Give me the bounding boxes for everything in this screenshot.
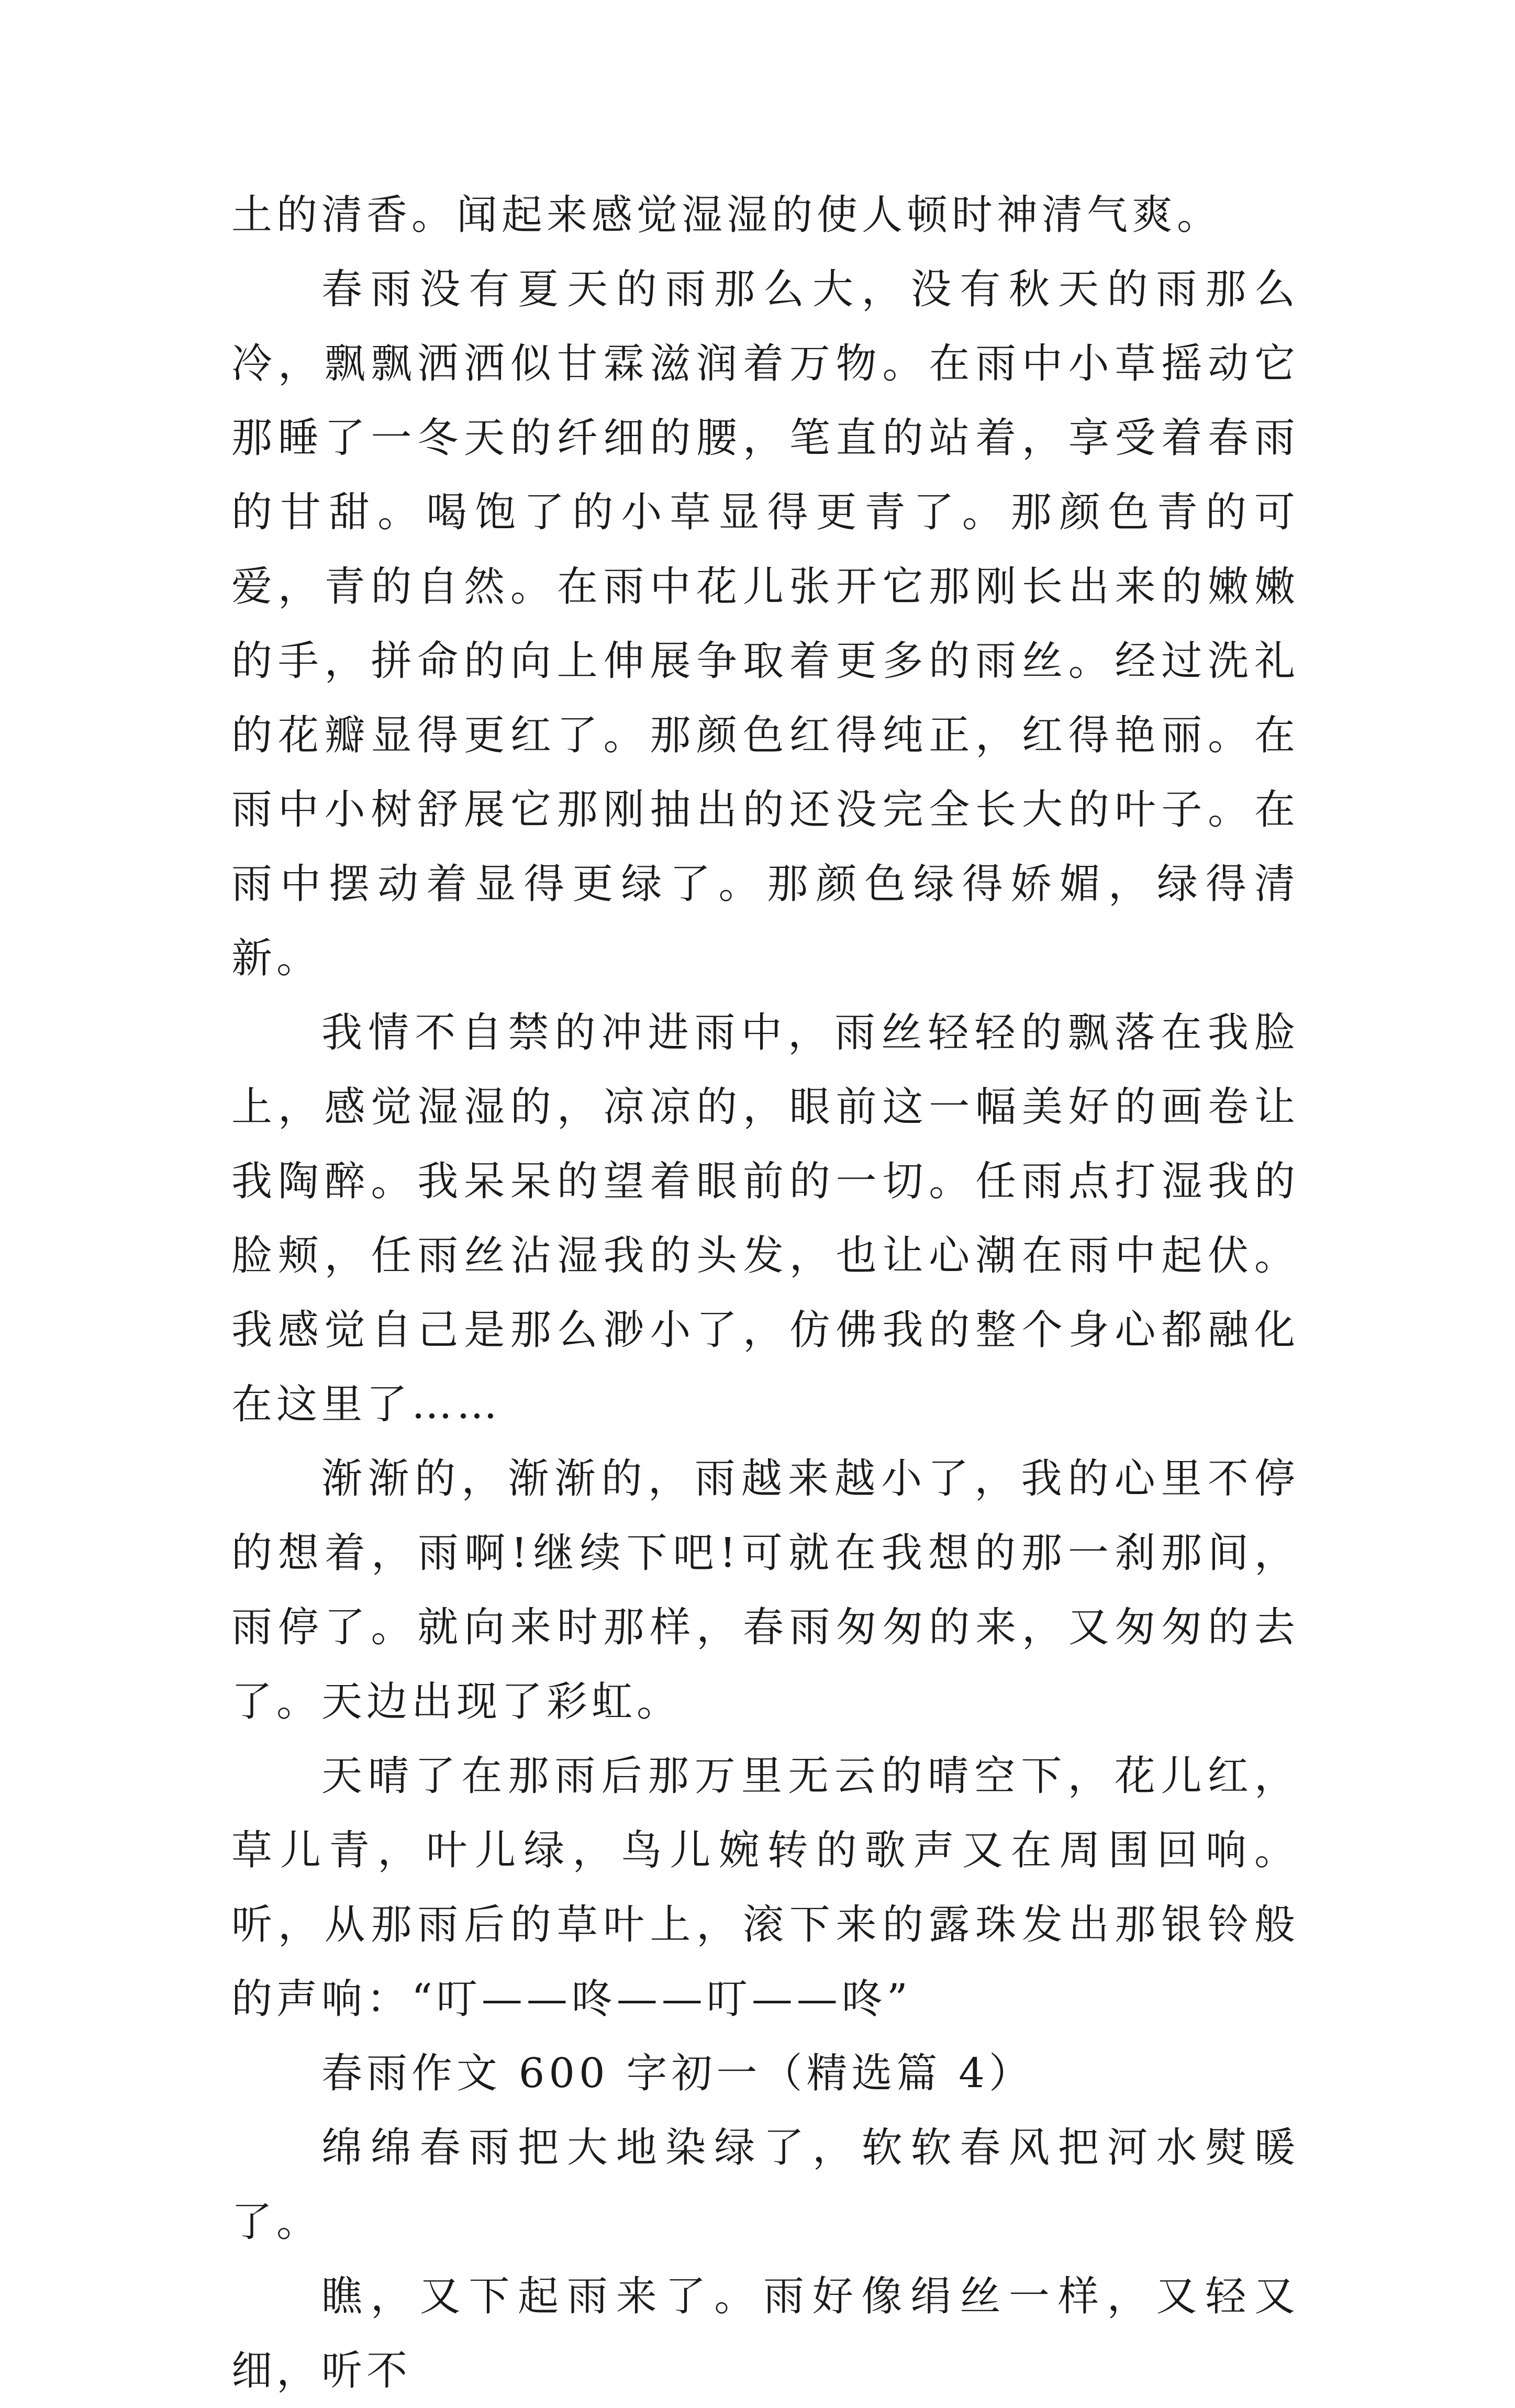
paragraph-after-rain: 天晴了在那雨后那万里无云的晴空下，花儿红，草儿青，叶儿绿，鸟儿婉转的歌声又在周围回响。听，从那雨后的草叶上，滚下来的露珠发出那银铃般的声响：“叮——咚——叮——咚” xyxy=(231,1753,1299,2023)
paragraph-into-rain: 我情不自禁的冲进雨中，雨丝轻轻的飘落在我脸上，感觉湿湿的，凉凉的，眼前这一幅美好的画卷让我陶醉。我呆呆的望着眼前的一切。任雨点打湿我的脸颊，任雨丝沾湿我的头发，也让心潮在雨中起伏。我感觉自己是那么渺小了，仿佛我的整个身心都融化在这里了…… xyxy=(231,1009,1299,1428)
paragraph-continued: 土的清香。闻起来感觉湿湿的使人顿时神清气爽。 xyxy=(231,192,1222,239)
paragraph-spring-rain: 春雨没有夏天的雨那么大，没有秋天的雨那么冷，飘飘洒洒似甘霖滋润着万物。在雨中小草摇动它那睡了一冬天的纤细的腰，笔直的站着，享受着春雨的甘甜。喝饱了的小草显得更青了。那颜色青的可爱，青的自然。在雨中花儿张开它那刚长出来的嫩嫩的手，拼命的向上伸展争取着更多的雨丝。经过洗礼的花瓣显得更红了。那颜色红得纯正，红得艳丽。在雨中小树舒展它那刚抽出的还没完全长大的叶子。在雨中摆动着显得更绿了。那颜色绿得娇媚，绿得清新。 xyxy=(231,266,1299,982)
document-body xyxy=(231,178,1299,2408)
section-heading: 春雨作文 600 字初一（精选篇 4） xyxy=(321,2050,1034,2097)
paragraph-rain-stops: 渐渐的，渐渐的，雨越来越小了，我的心里不停的想着，雨啊!继续下吧!可就在我想的那一刹那间，雨停了。就向来时那样，春雨匆匆的来，又匆匆的去了。天边出现了彩虹。 xyxy=(231,1455,1299,1725)
paragraph-green-earth: 绵绵春雨把大地染绿了，软软春风把河水熨暖了。 xyxy=(231,2124,1299,2246)
paragraph-look-rain: 瞧，又下起雨来了。雨好像绢丝一样，又轻又细，听不 xyxy=(231,2273,1299,2394)
